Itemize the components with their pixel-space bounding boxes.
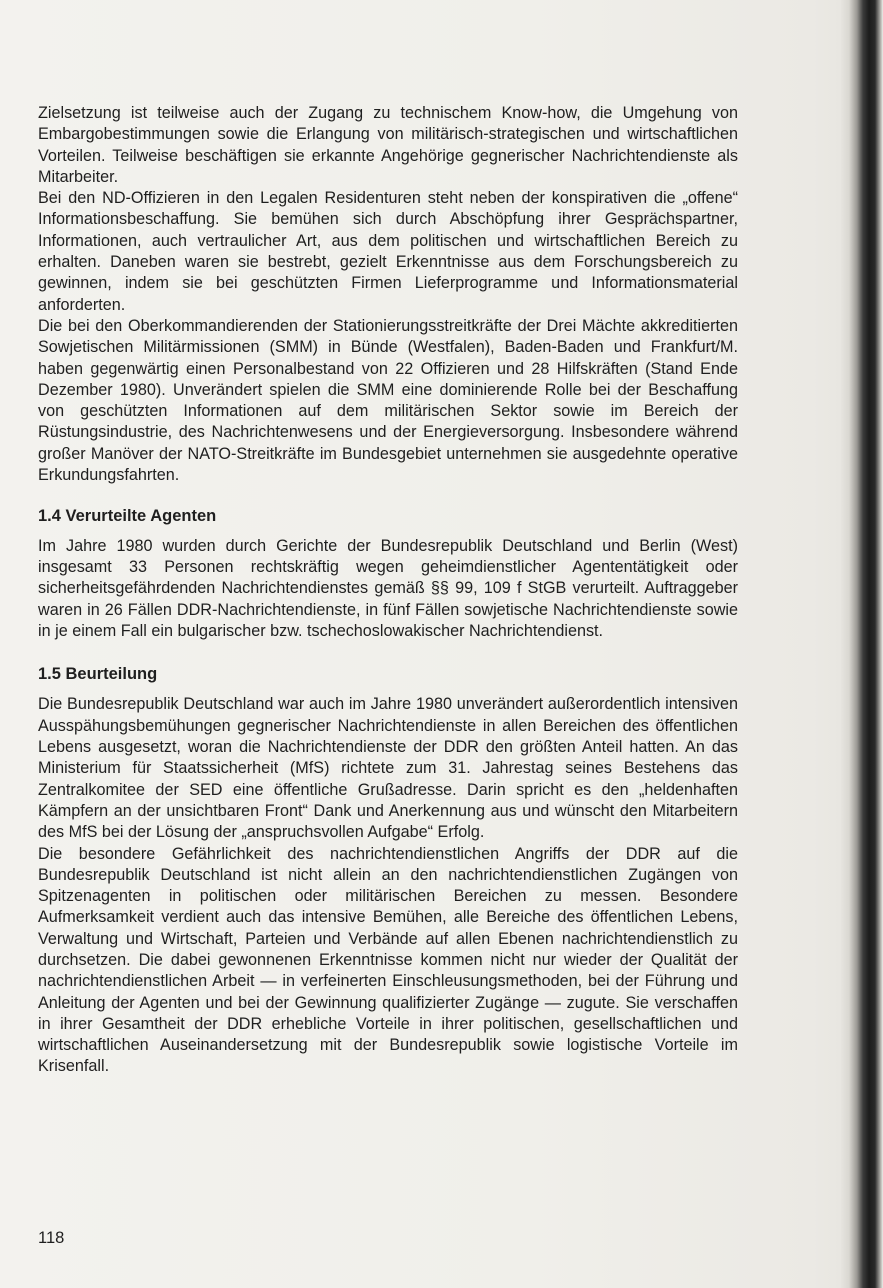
paragraph-verurteilte-agenten: Im Jahre 1980 wurden durch Gerichte der Bundesrepublik Deutschland und Berlin (West) insgesamt 33 Personen rechtskräftig wegen geheimdienstlicher Agententätigkeit oder sicherheitsgefährdenden Nachrichtendienstes gemäß §§ 99, 109 f StGB verurteilt. Auftraggeber waren in 26 Fällen DDR-Nachrichtendienste, in fünf Fällen sowjetische Nachrichtendienste sowie in je einem Fall ein bulgarischer bzw. tschechoslowakischer Nachrichtendienst. (38, 536, 738, 640)
paragraph-beurteilung-2: Die besondere Gefährlichkeit des nachrichtendienstlichen Angriffs der DDR auf die Bundesrepublik Deutschland ist nicht allein an den nachrichtendienstlichen Zugängen von Spitzenagenten in politischen oder militärischen Bereichen zu messen. Besondere Aufmerksamkeit verdient auch das intensive Bemühen, alle Bereiche des öffentlichen Lebens, Verwaltung und Wirtschaft, Parteien und Verbände auf allen Ebenen nachrichtendienstlich zu durchsetzen. Die dabei gewonnenen Erkenntnisse kommen nicht nur wieder der Qualität der nachrichtendienstlichen Arbeit — in verfeinerten Einschleusungsmethoden, bei der Führung und Anleitung der Agenten und bei der Gewinnung qualifizierter Zugänge — zugute. Sie verschaffen in ihrer Gesamtheit der DDR erhebliche Vorteile in ihrer politischen, gesellschaftlichen und wirtschaftlichen Auseinandersetzung mit der Bundesrepublik sowie logistische Vorteile im Krisenfall. (38, 844, 738, 1076)
page-number: 118 (38, 1229, 65, 1247)
paragraph-zielsetzung: Zielsetzung ist teilweise auch der Zugang zu technischem Know-how, die Umgehung von Embargobestimmungen sowie die Erlangung von militärisch-strategischen und wirtschaftlichen Vorteilen. Teilweise beschäftigen sie erkannte Angehörige gegnerischer Nachrichtendienste als Mitarbeiter. (38, 104, 738, 186)
paragraph-nd-offiziere: Bei den ND-Offizieren in den Legalen Residenturen steht neben der konspirativen die „offene“ Informationsbeschaffung. Sie bemühen sich durch Abschöpfung ihrer Gesprächspartner, Informationen, auch vertraulicher Art, aus dem politischen und wirtschaftlichen Bereich zu erhalten. Daneben waren sie bestrebt, gezielt Erkenntnisse aus dem Forschungsbereich zu gewinnen, indem sie bei geschützten Firmen Lieferprogramme und Informationsmaterial anforderten. (38, 189, 738, 314)
heading-verurteilte-agenten: 1.4 Verurteilte Agenten (38, 507, 217, 526)
paragraph-beurteilung-1: Die Bundesrepublik Deutschland war auch im Jahre 1980 unverändert außerordentlich intensiven Ausspähungsbemühungen gegnerischer Nachrichtendienste in allen Bereichen des öffentlichen Lebens ausgesetzt, woran die Nachrichtendienste der DDR den größten Anteil hatten. An das Ministerium für Staatssicherheit (MfS) richtete zum 31. Jahrestag seines Bestehens das Zentralkomitee der SED eine öffentliche Grußadresse. Darin spricht es den „heldenhaften Kämpfern an der unsichtbaren Front“ Dank und Anerkennung aus und wünscht den Mitarbeitern des MfS bei der Lösung der „anspruchsvollen Aufgabe“ Erfolg. (38, 695, 738, 842)
paragraph-smm: Die bei den Oberkommandierenden der Stationierungsstreitkräfte der Drei Mächte akkreditierten Sowjetischen Militärmissionen (SMM) in Bünde (Westfalen), Baden-Baden und Frankfurt/M. haben gegenwärtig einen Personalbestand von 22 Offizieren und 28 Hilfskräften (Stand Ende Dezember 1980). Unverändert spielen die SMM eine dominierende Rolle bei der Beschaffung von geschützten Informationen auf dem militärischen Sektor sowie im Bereich der Rüstungsindustrie, des Nachrichtenwesens und der Energieversorgung. Insbesondere während großer Manöver der NATO-Streitkräfte im Bundesgebiet unternehmen sie ausgedehnte operative Erkundungsfahrten. (38, 316, 738, 485)
heading-beurteilung: 1.5 Beurteilung (38, 665, 158, 684)
book-spine-shadow (841, 0, 883, 1288)
page-body (38, 103, 738, 1078)
